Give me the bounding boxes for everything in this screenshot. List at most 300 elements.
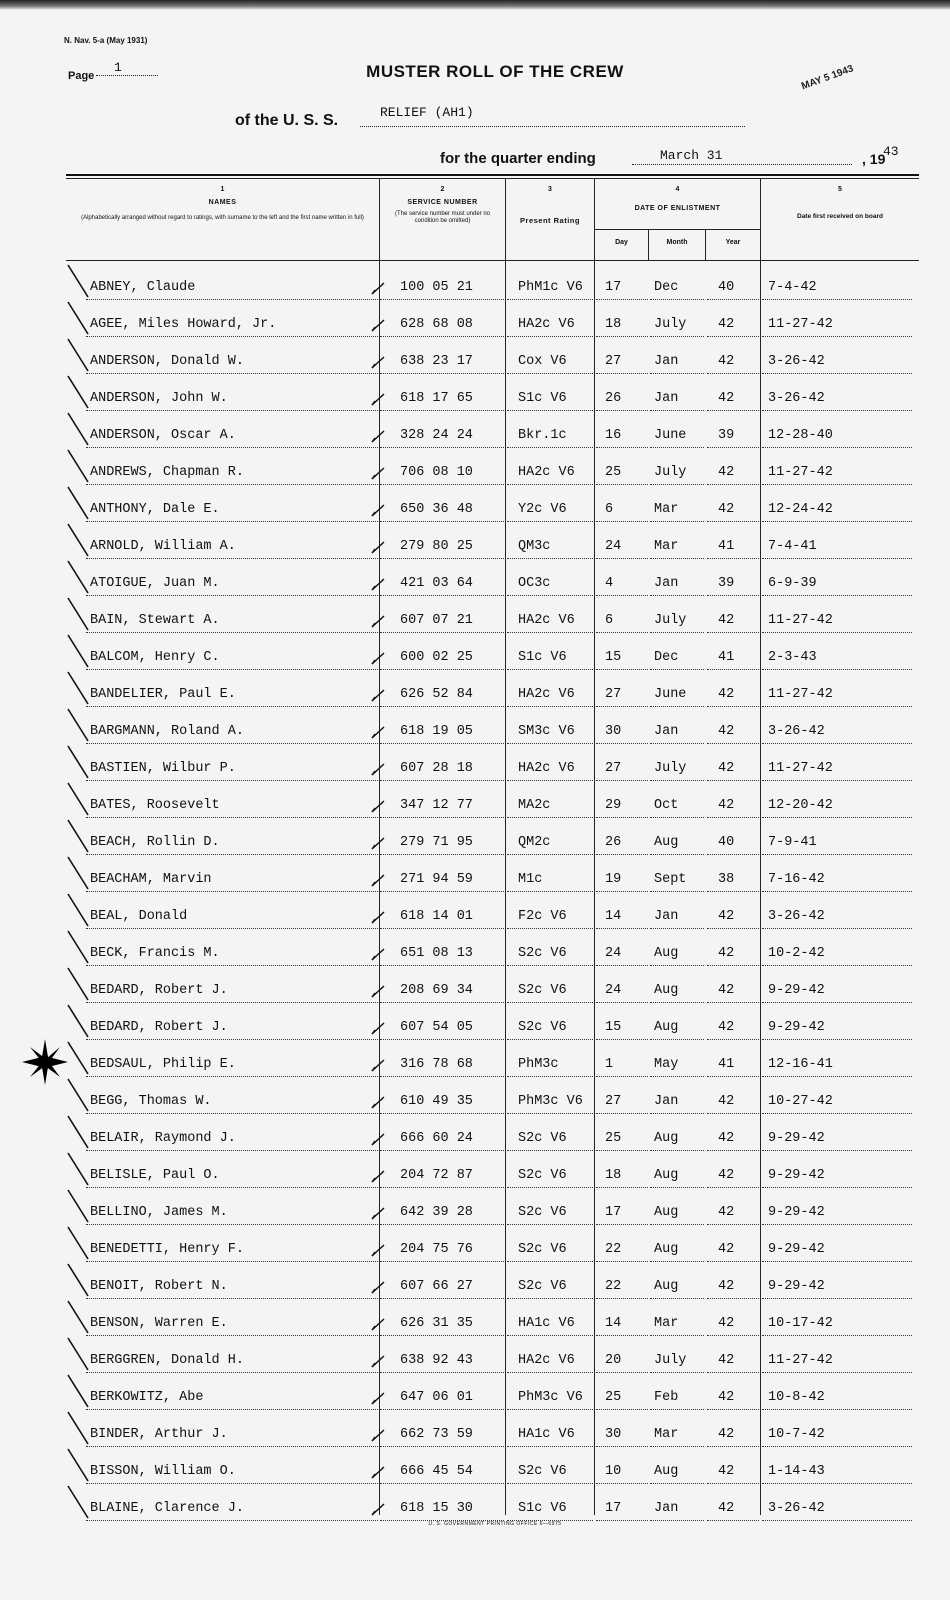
tally-slash-icon — [66, 1003, 90, 1039]
col-note: (The service number must under no condition be omitted) — [394, 211, 491, 224]
present-rating: S2c V6 — [518, 1020, 567, 1035]
service-number: 271 94 59 — [400, 872, 473, 887]
date-received: 1-14-43 — [768, 1464, 825, 1479]
table-row — [66, 966, 919, 1003]
enlist-day: 26 — [605, 835, 622, 850]
present-rating: HA2c V6 — [518, 761, 575, 776]
year-prefix: , 19 — [862, 151, 886, 167]
tally-slash-icon — [66, 818, 90, 854]
col-header-year: Year — [725, 239, 741, 246]
table-row — [66, 1447, 919, 1484]
enlist-year: 40 — [718, 835, 735, 850]
date-received: 11-27-42 — [768, 317, 833, 332]
tally-slash-icon — [66, 1077, 90, 1113]
date-received: 9-29-42 — [768, 1279, 825, 1294]
enlist-year: 42 — [718, 1205, 735, 1220]
col-title: Date first received on board — [797, 213, 883, 220]
scan-edge — [0, 0, 950, 10]
present-rating: M1c — [518, 872, 543, 887]
header-rule-top-2 — [66, 178, 919, 179]
form-number: N. Nav. 5-a (May 1931) — [64, 36, 148, 45]
header-rule-top — [66, 174, 919, 176]
enlist-year: 41 — [718, 650, 735, 665]
received-stamp: MAY 5 1943 — [800, 63, 855, 93]
check-mark-icon — [371, 355, 385, 369]
crew-name: BENSON, Warren E. — [90, 1316, 228, 1331]
check-mark-icon — [371, 1021, 385, 1035]
check-mark-icon — [371, 873, 385, 887]
service-number: 666 60 24 — [400, 1131, 473, 1146]
service-number: 607 66 27 — [400, 1279, 473, 1294]
enlist-month: Aug — [654, 1205, 679, 1220]
date-received: 9-29-42 — [768, 1131, 825, 1146]
present-rating: PhM3c V6 — [518, 1094, 583, 1109]
enlist-year: 42 — [718, 1390, 735, 1405]
crew-name: BANDELIER, Paul E. — [90, 687, 236, 702]
date-received: 3-26-42 — [768, 391, 825, 406]
present-rating: HA1c V6 — [518, 1316, 575, 1331]
enlist-year: 42 — [718, 354, 735, 369]
check-mark-icon — [371, 281, 385, 295]
check-mark-icon — [371, 577, 385, 591]
table-row — [66, 670, 919, 707]
check-mark-icon — [371, 466, 385, 480]
service-number: 208 69 34 — [400, 983, 473, 998]
enlist-month: Jan — [654, 909, 679, 924]
col-number: 4 — [675, 186, 680, 193]
crew-name: BEDSAUL, Philip E. — [90, 1057, 236, 1072]
service-number: 650 36 48 — [400, 502, 473, 517]
crew-name: BEGG, Thomas W. — [90, 1094, 212, 1109]
service-number: 618 19 05 — [400, 724, 473, 739]
table-row — [66, 411, 919, 448]
tally-slash-icon — [66, 892, 90, 928]
check-mark-icon — [371, 1465, 385, 1479]
enlist-year: 42 — [718, 317, 735, 332]
crew-name: BELLINO, James M. — [90, 1205, 228, 1220]
col-header-names — [66, 186, 379, 222]
table-row — [66, 707, 919, 744]
present-rating: S2c V6 — [518, 1205, 567, 1220]
enlist-month: Jan — [654, 576, 679, 591]
date-received: 7-4-42 — [768, 280, 817, 295]
enlist-month: June — [654, 687, 687, 702]
date-received: 12-20-42 — [768, 798, 833, 813]
enlist-day: 17 — [605, 1501, 622, 1516]
enlist-year: 42 — [718, 1501, 735, 1516]
date-received: 3-26-42 — [768, 909, 825, 924]
header-rule-bottom — [66, 260, 919, 261]
col-number: 1 — [220, 186, 225, 193]
crew-name: BERKOWITZ, Abe — [90, 1390, 204, 1405]
enlist-day: 27 — [605, 1094, 622, 1109]
enlist-year: 42 — [718, 1242, 735, 1257]
present-rating: Cox V6 — [518, 354, 567, 369]
enlist-month: Aug — [654, 946, 679, 961]
check-mark-icon — [371, 947, 385, 961]
table-row — [66, 1262, 919, 1299]
tally-slash-icon — [66, 707, 90, 743]
quarter-value: March 31 — [660, 148, 723, 163]
table-row — [66, 1299, 919, 1336]
enlist-month: Mar — [654, 1427, 679, 1442]
date-received: 12-28-40 — [768, 428, 833, 443]
check-mark-icon — [371, 688, 385, 702]
table-row — [66, 485, 919, 522]
enlist-year: 42 — [718, 909, 735, 924]
table-row — [66, 633, 919, 670]
tally-slash-icon — [66, 596, 90, 632]
tally-slash-icon — [66, 559, 90, 595]
enlist-month: Aug — [654, 1168, 679, 1183]
tally-slash-icon — [66, 1225, 90, 1261]
enlist-year: 39 — [718, 576, 735, 591]
enlist-year: 39 — [718, 428, 735, 443]
col-header-rating — [506, 186, 594, 225]
service-number: 100 05 21 — [400, 280, 473, 295]
enlist-day: 15 — [605, 1020, 622, 1035]
col-title: DATE OF ENLISTMENT — [634, 205, 721, 212]
tally-slash-icon — [66, 263, 90, 299]
col-header-month: Month — [666, 239, 688, 246]
year-suffix: 43 — [883, 144, 899, 159]
enlist-day: 25 — [605, 1131, 622, 1146]
crew-name: ANDERSON, Oscar A. — [90, 428, 236, 443]
tally-slash-icon — [66, 1114, 90, 1150]
crew-name: BEACH, Rollin D. — [90, 835, 220, 850]
enlist-year: 42 — [718, 502, 735, 517]
crew-name: BEDARD, Robert J. — [90, 1020, 228, 1035]
date-received: 9-29-42 — [768, 1020, 825, 1035]
enlist-day: 17 — [605, 280, 622, 295]
present-rating: Bkr.1c — [518, 428, 567, 443]
check-mark-icon — [371, 540, 385, 554]
enlist-day: 4 — [605, 576, 614, 591]
crew-name: ANDERSON, Donald W. — [90, 354, 244, 369]
enlist-month: July — [654, 317, 687, 332]
table-row — [66, 337, 919, 374]
service-number: 600 02 25 — [400, 650, 473, 665]
crew-name: BATES, Roosevelt — [90, 798, 220, 813]
crew-name: ANTHONY, Dale E. — [90, 502, 220, 517]
table-row — [66, 818, 919, 855]
ship-name: RELIEF (AH1) — [380, 105, 474, 120]
enlist-month: Aug — [654, 1242, 679, 1257]
table-row — [66, 263, 919, 300]
enlist-day: 6 — [605, 502, 614, 517]
enlist-month: Sept — [654, 872, 687, 887]
service-number: 421 03 64 — [400, 576, 473, 591]
check-mark-icon — [371, 1169, 385, 1183]
service-number: 706 08 10 — [400, 465, 473, 480]
tally-slash-icon — [66, 1447, 90, 1483]
check-mark-icon — [371, 1206, 385, 1220]
check-mark-icon — [371, 725, 385, 739]
present-rating: S2c V6 — [518, 1168, 567, 1183]
enlist-year: 42 — [718, 1279, 735, 1294]
table-row — [66, 559, 919, 596]
service-number: 638 23 17 — [400, 354, 473, 369]
enlist-year: 42 — [718, 1168, 735, 1183]
date-received: 10-2-42 — [768, 946, 825, 961]
check-mark-icon — [371, 1095, 385, 1109]
crew-name: ANDERSON, John W. — [90, 391, 228, 406]
present-rating: PhM3c V6 — [518, 1390, 583, 1405]
tally-slash-icon — [66, 1188, 90, 1224]
enlist-day: 24 — [605, 983, 622, 998]
present-rating: HA2c V6 — [518, 613, 575, 628]
enlist-month: Feb — [654, 1390, 679, 1405]
ship-label: of the U. S. S. — [235, 112, 339, 129]
tally-slash-icon — [66, 929, 90, 965]
enlist-year: 42 — [718, 1020, 735, 1035]
enlist-year: 42 — [718, 391, 735, 406]
enlist-day: 25 — [605, 465, 622, 480]
enlist-month: Mar — [654, 1316, 679, 1331]
col-number: 2 — [440, 186, 445, 193]
date-received: 10-8-42 — [768, 1390, 825, 1405]
check-mark-icon — [371, 984, 385, 998]
date-received: 10-17-42 — [768, 1316, 833, 1331]
enlist-day: 14 — [605, 1316, 622, 1331]
page-title: MUSTER ROLL OF THE CREW — [366, 62, 624, 81]
table-row — [66, 596, 919, 633]
quarter-label: for the quarter ending — [440, 150, 596, 167]
enlist-day: 15 — [605, 650, 622, 665]
tally-slash-icon — [66, 1336, 90, 1372]
tally-slash-icon — [66, 522, 90, 558]
present-rating: S2c V6 — [518, 1131, 567, 1146]
crew-name: BECK, Francis M. — [90, 946, 220, 961]
enlist-year: 40 — [718, 280, 735, 295]
crew-name: ATOIGUE, Juan M. — [90, 576, 220, 591]
enlist-day: 26 — [605, 391, 622, 406]
date-received: 10-7-42 — [768, 1427, 825, 1442]
date-received: 6-9-39 — [768, 576, 817, 591]
check-mark-icon — [371, 1428, 385, 1442]
col-header-enlistment — [595, 186, 760, 212]
service-number: 642 39 28 — [400, 1205, 473, 1220]
present-rating: S2c V6 — [518, 1242, 567, 1257]
printing-office-imprint: U. S. GOVERNMENT PRINTING OFFICE 6—6975 — [428, 1521, 562, 1527]
crew-name: BAIN, Stewart A. — [90, 613, 220, 628]
burst-mark-icon — [22, 1039, 68, 1085]
enlist-month: Jan — [654, 1094, 679, 1109]
col-number: 3 — [548, 186, 552, 193]
enlist-month: Aug — [654, 1464, 679, 1479]
enlist-day: 17 — [605, 1205, 622, 1220]
enlist-year: 41 — [718, 1057, 735, 1072]
tally-slash-icon — [66, 670, 90, 706]
tally-slash-icon — [66, 411, 90, 447]
service-number: 638 92 43 — [400, 1353, 473, 1368]
check-mark-icon — [371, 1243, 385, 1257]
date-received: 11-27-42 — [768, 613, 833, 628]
tally-slash-icon — [66, 485, 90, 521]
service-number: 607 07 21 — [400, 613, 473, 628]
col-title: Present Rating — [520, 216, 580, 225]
enlist-month: Jan — [654, 1501, 679, 1516]
enlist-month: Oct — [654, 798, 679, 813]
check-mark-icon — [371, 1132, 385, 1146]
enlist-year: 41 — [718, 539, 735, 554]
service-number: 607 28 18 — [400, 761, 473, 776]
table-row — [66, 448, 919, 485]
tally-slash-icon — [66, 1299, 90, 1335]
enlist-year: 42 — [718, 761, 735, 776]
enlist-day: 24 — [605, 946, 622, 961]
date-received: 3-26-42 — [768, 354, 825, 369]
table-row — [66, 1336, 919, 1373]
enlist-year: 42 — [718, 1464, 735, 1479]
present-rating: HA1c V6 — [518, 1427, 575, 1442]
crew-name: BEDARD, Robert J. — [90, 983, 228, 998]
present-rating: S2c V6 — [518, 1464, 567, 1479]
table-row — [66, 1151, 919, 1188]
enlist-year: 42 — [718, 724, 735, 739]
table-row — [66, 1003, 919, 1040]
crew-name: BENOIT, Robert N. — [90, 1279, 228, 1294]
date-received: 7-16-42 — [768, 872, 825, 887]
enlist-day: 24 — [605, 539, 622, 554]
check-mark-icon — [371, 1391, 385, 1405]
enlist-month: Jan — [654, 724, 679, 739]
tally-slash-icon — [66, 633, 90, 669]
date-received: 11-27-42 — [768, 1353, 833, 1368]
service-number: 610 49 35 — [400, 1094, 473, 1109]
tally-slash-icon — [66, 1040, 90, 1076]
table-row — [66, 781, 919, 818]
present-rating: HA2c V6 — [518, 1353, 575, 1368]
col-header-received — [761, 186, 919, 220]
enlist-month: Dec — [654, 650, 679, 665]
table-row — [66, 892, 919, 929]
enlist-month: Jan — [654, 391, 679, 406]
tally-slash-icon — [66, 300, 90, 336]
check-mark-icon — [371, 1058, 385, 1072]
table-row — [66, 1373, 919, 1410]
crew-name: BINDER, Arthur J. — [90, 1427, 228, 1442]
service-number: 279 71 95 — [400, 835, 473, 850]
date-received: 9-29-42 — [768, 983, 825, 998]
table-row — [66, 522, 919, 559]
service-number: 204 75 76 — [400, 1242, 473, 1257]
enlist-year: 42 — [718, 798, 735, 813]
enlist-day: 29 — [605, 798, 622, 813]
present-rating: S2c V6 — [518, 1279, 567, 1294]
present-rating: QM2c — [518, 835, 551, 850]
enlist-month: July — [654, 1353, 687, 1368]
enlist-year: 42 — [718, 1094, 735, 1109]
check-mark-icon — [371, 1502, 385, 1516]
present-rating: S2c V6 — [518, 946, 567, 961]
table-row — [66, 1410, 919, 1447]
enlist-month: Jan — [654, 354, 679, 369]
check-mark-icon — [371, 836, 385, 850]
col-number: 5 — [838, 186, 842, 193]
crew-name: BELAIR, Raymond J. — [90, 1131, 236, 1146]
service-number: 626 31 35 — [400, 1316, 473, 1331]
col-note: (Alphabetically arranged without regard to ratings, with surname to the left and the first name written in full) — [81, 215, 364, 221]
enlist-year: 42 — [718, 465, 735, 480]
enlist-month: Aug — [654, 835, 679, 850]
service-number: 662 73 59 — [400, 1427, 473, 1442]
date-received: 12-24-42 — [768, 502, 833, 517]
table-row — [66, 929, 919, 966]
date-received: 3-26-42 — [768, 724, 825, 739]
tally-slash-icon — [66, 448, 90, 484]
enlist-day: 19 — [605, 872, 622, 887]
crew-name: BENEDETTI, Henry F. — [90, 1242, 244, 1257]
date-received: 2-3-43 — [768, 650, 817, 665]
crew-name: BERGGREN, Donald H. — [90, 1353, 244, 1368]
tally-slash-icon — [66, 1484, 90, 1520]
crew-name: BALCOM, Henry C. — [90, 650, 220, 665]
date-received: 9-29-42 — [768, 1242, 825, 1257]
check-mark-icon — [371, 762, 385, 776]
enlist-day: 16 — [605, 428, 622, 443]
crew-name: BEAL, Donald — [90, 909, 188, 924]
enlist-month: July — [654, 613, 687, 628]
crew-name: BISSON, William O. — [90, 1464, 236, 1479]
service-number: 607 54 05 — [400, 1020, 473, 1035]
present-rating: OC3c — [518, 576, 551, 591]
col-header-day: Day — [615, 239, 628, 246]
enlist-month: Dec — [654, 280, 679, 295]
enlist-month: Aug — [654, 1279, 679, 1294]
enlist-day: 30 — [605, 1427, 622, 1442]
tally-slash-icon — [66, 966, 90, 1002]
table-row — [66, 1225, 919, 1262]
page-number: 1 — [96, 60, 158, 76]
service-number: 651 08 13 — [400, 946, 473, 961]
service-number: 204 72 87 — [400, 1168, 473, 1183]
table-row — [66, 1040, 919, 1077]
tally-slash-icon — [66, 855, 90, 891]
service-number: 279 80 25 — [400, 539, 473, 554]
enlist-day: 27 — [605, 761, 622, 776]
enlist-year: 42 — [718, 1427, 735, 1442]
enlist-day: 18 — [605, 1168, 622, 1183]
crew-name: BASTIEN, Wilbur P. — [90, 761, 236, 776]
present-rating: S1c V6 — [518, 1501, 567, 1516]
check-mark-icon — [371, 1280, 385, 1294]
tally-slash-icon — [66, 1262, 90, 1298]
enlist-month: Mar — [654, 539, 679, 554]
present-rating: HA2c V6 — [518, 687, 575, 702]
enlist-day: 18 — [605, 317, 622, 332]
date-received: 12-16-41 — [768, 1057, 833, 1072]
present-rating: S1c V6 — [518, 391, 567, 406]
enlist-day: 6 — [605, 613, 614, 628]
service-number: 628 68 08 — [400, 317, 473, 332]
enlist-day: 14 — [605, 909, 622, 924]
tally-slash-icon — [66, 1151, 90, 1187]
service-number: 666 45 54 — [400, 1464, 473, 1479]
col-header-service — [380, 186, 505, 225]
table-row — [66, 1188, 919, 1225]
present-rating: S2c V6 — [518, 983, 567, 998]
service-number: 626 52 84 — [400, 687, 473, 702]
enlist-month: Mar — [654, 502, 679, 517]
date-received: 3-26-42 — [768, 1501, 825, 1516]
enlist-year: 42 — [718, 1131, 735, 1146]
check-mark-icon — [371, 1317, 385, 1331]
check-mark-icon — [371, 318, 385, 332]
enlist-year: 42 — [718, 946, 735, 961]
present-rating: SM3c V6 — [518, 724, 575, 739]
table-row — [66, 1077, 919, 1114]
